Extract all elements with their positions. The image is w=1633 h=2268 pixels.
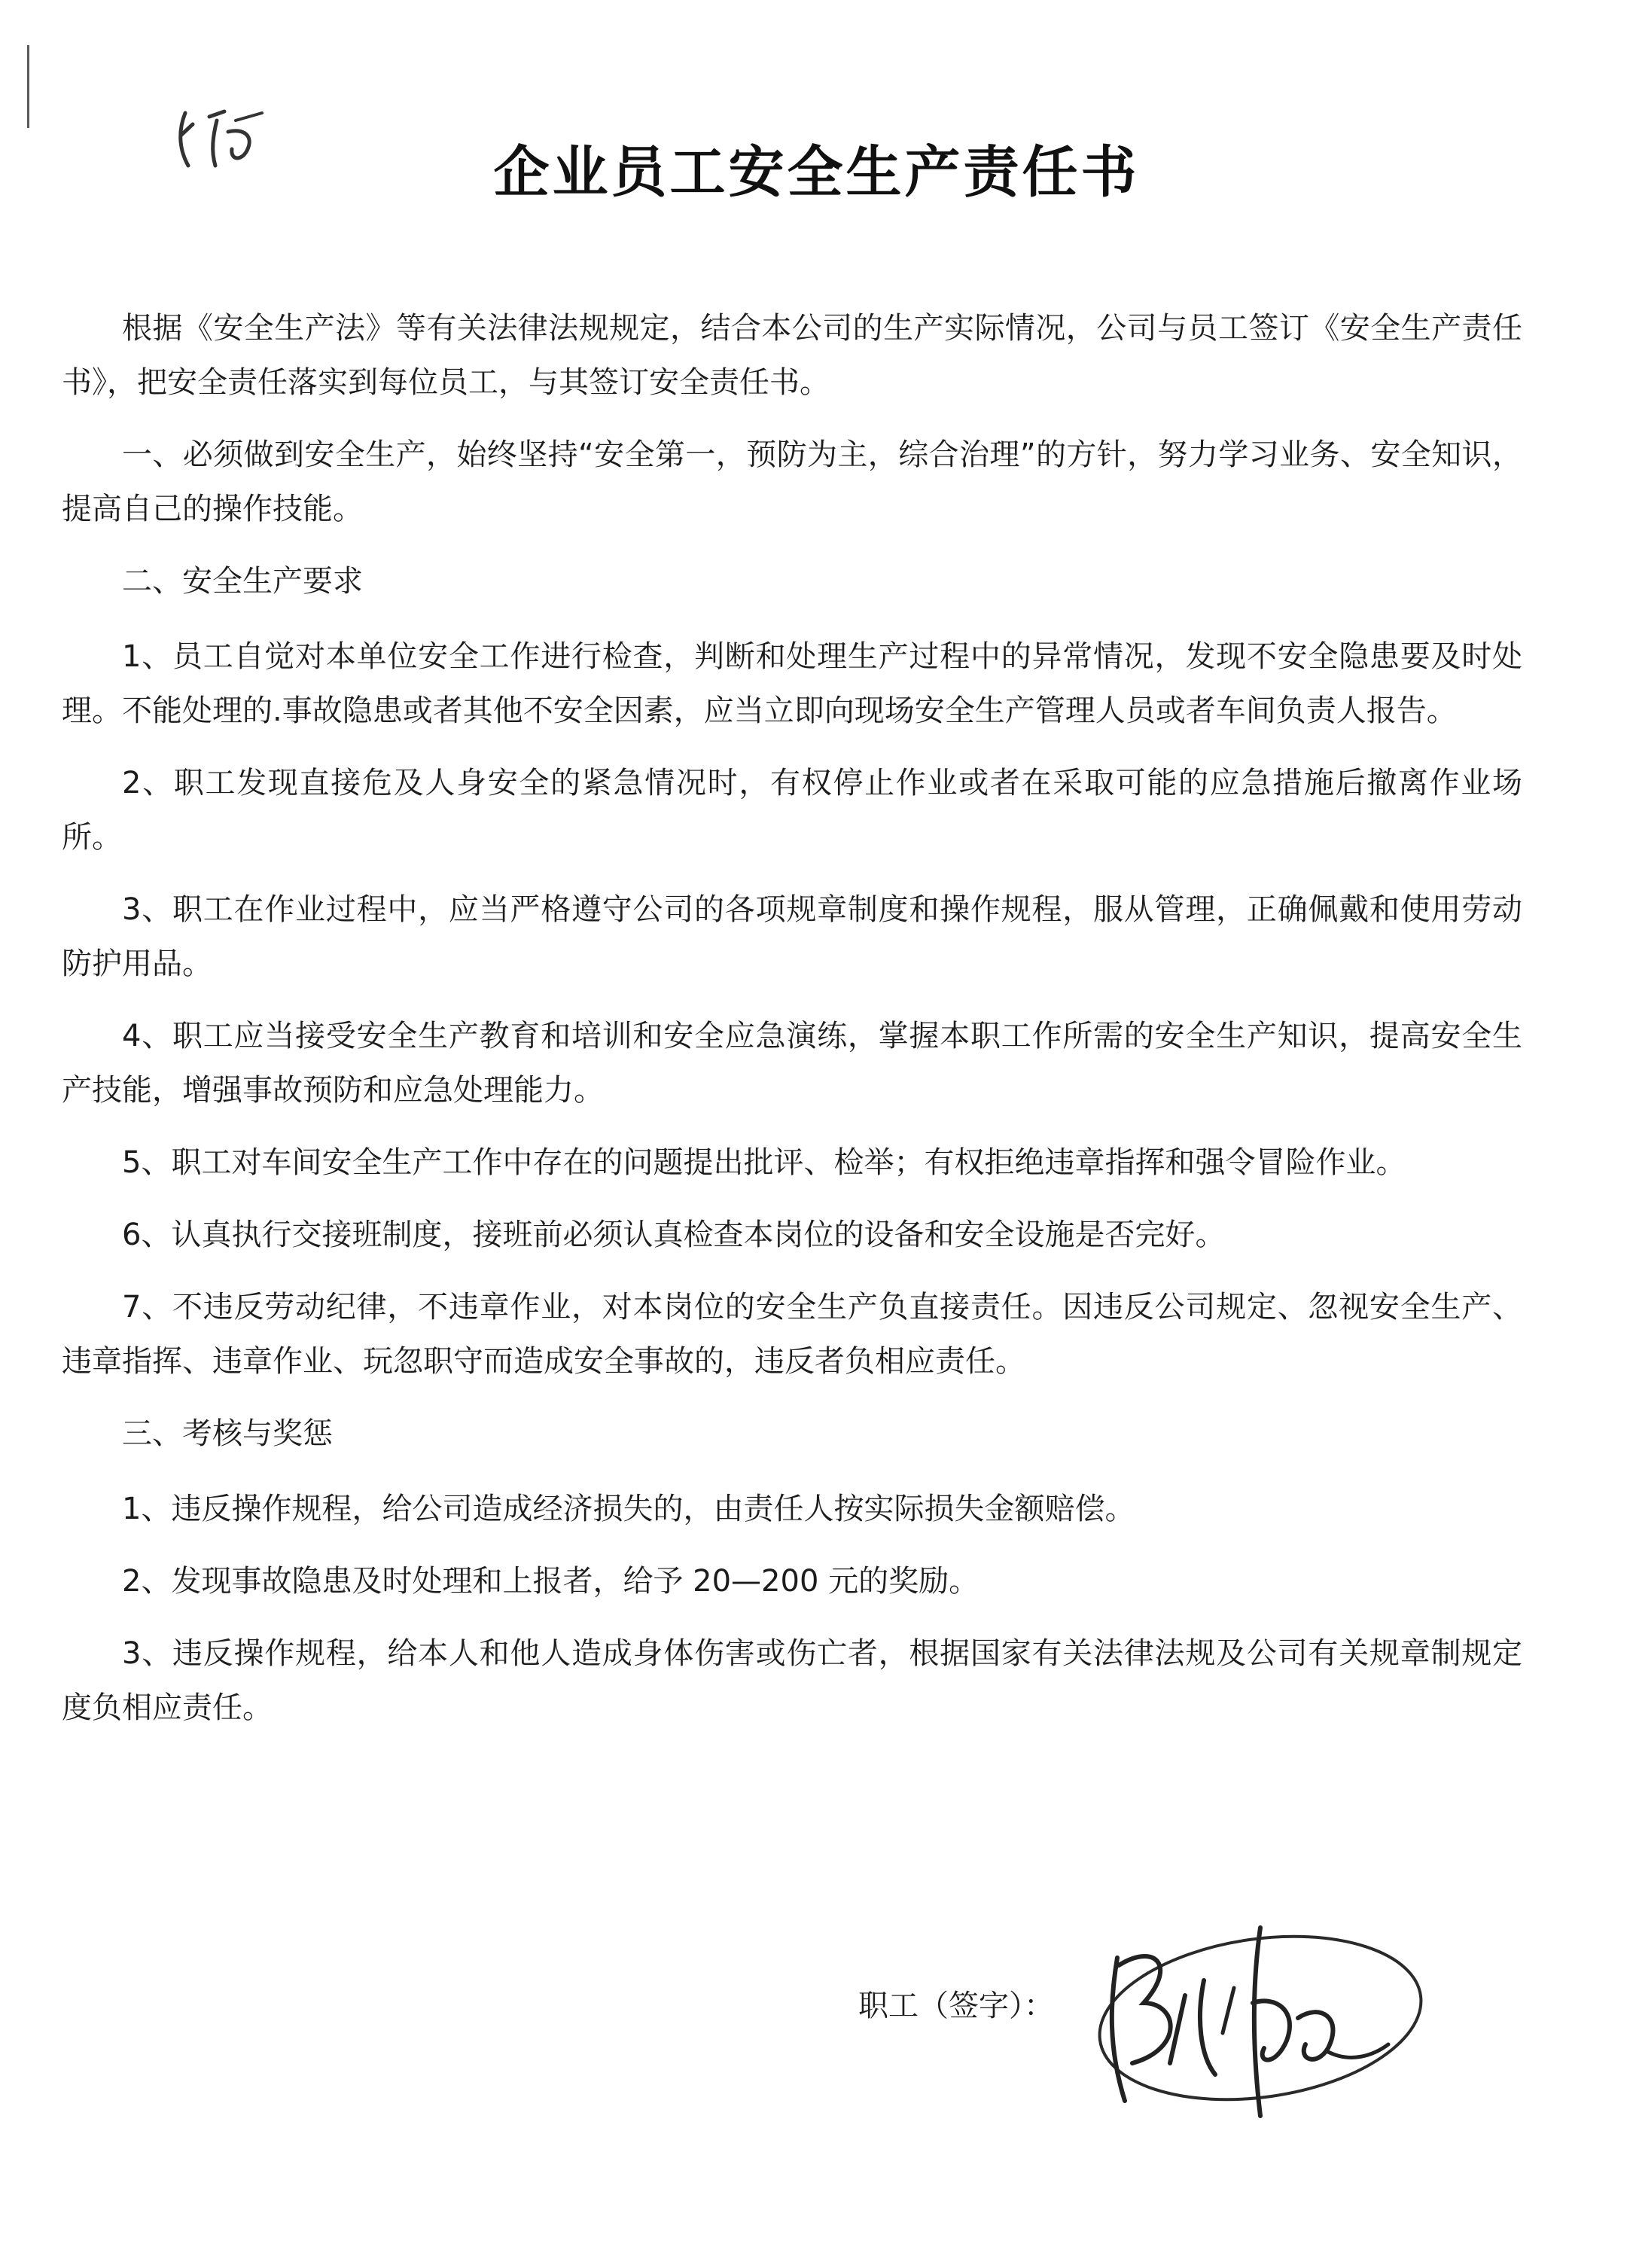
requirement-item-7: 7、不违反劳动纪律，不违章作业，对本岗位的安全生产负直接责任。因违反公司规定、忽视安全生产、违章指挥、违章作业、玩忽职守而造成安全事故的，违反者负相应责任。 [62,1290,1522,1379]
requirement-item-5: 5、职工对车间安全生产工作中存在的问题提出批评、检举；有权拒绝违章指挥和强令冒险作业。 [122,1145,1406,1180]
requirement-item-1: 1、员工自觉对本单位安全工作进行检查，判断和处理生产过程中的异常情况，发现不安全隐患要及时处理。不能处理的.事故隐患或者其他不安全因素，应当立即向现场安全生产管理人员或者车间负责人报告。 [62,639,1522,728]
section-2-heading: 二、安全生产要求 [122,564,363,599]
document-title: 企业员工安全生产责任书 [493,140,1140,205]
handwritten-signature [1072,1913,1433,2138]
section-3-heading: 三、考核与奖惩 [122,1416,333,1451]
assessment-item-2: 2、发现事故隐患及时处理和上报者，给予 20—200 元的奖励。 [122,1564,979,1599]
requirement-item-3: 3、职工在作业过程中，应当严格遵守公司的各项规章制度和操作规程，服从管理，正确佩戴和使用劳动防护用品。 [62,892,1522,981]
requirement-item-6: 6、认真执行交接班制度，接班前必须认真检查本岗位的设备和安全设施是否完好。 [122,1218,1226,1252]
assessment-item-1: 1、违反操作规程，给公司造成经济损失的，由责任人按实际损失金额赔偿。 [122,1492,1135,1526]
section-1-paragraph: 一、必须做到安全生产，始终坚持“安全第一，预防为主，综合治理”的方针，努力学习业务、安全知识，提高自己的操作技能。 [62,437,1522,526]
document-body [62,301,1522,1753]
intro-paragraph: 根据《安全生产法》等有关法律法规规定，结合本公司的生产实际情况，公司与员工签订《安全生产责任书》，把安全责任落实到每位员工，与其签订安全责任书。 [62,311,1522,400]
assessment-item-3: 3、违反操作规程，给本人和他人造成身体伤害或伤亡者，根据国家有关法律法规及公司有关规章制规定度负相应责任。 [62,1636,1522,1725]
signature-label: 职工（签字）： [858,1989,1054,2023]
page-edge-line [27,45,29,128]
requirement-item-4: 4、职工应当接受安全生产教育和培训和安全应急演练，掌握本职工作所需的安全生产知识，提高安全生产技能，增强事故预防和应急处理能力。 [62,1019,1522,1108]
signature-area [858,1913,1476,2138]
requirement-item-2: 2、职工发现直接危及人身安全的紧急情况时，有权停止作业或者在采取可能的应急措施后撤离作业场所。 [62,766,1522,855]
